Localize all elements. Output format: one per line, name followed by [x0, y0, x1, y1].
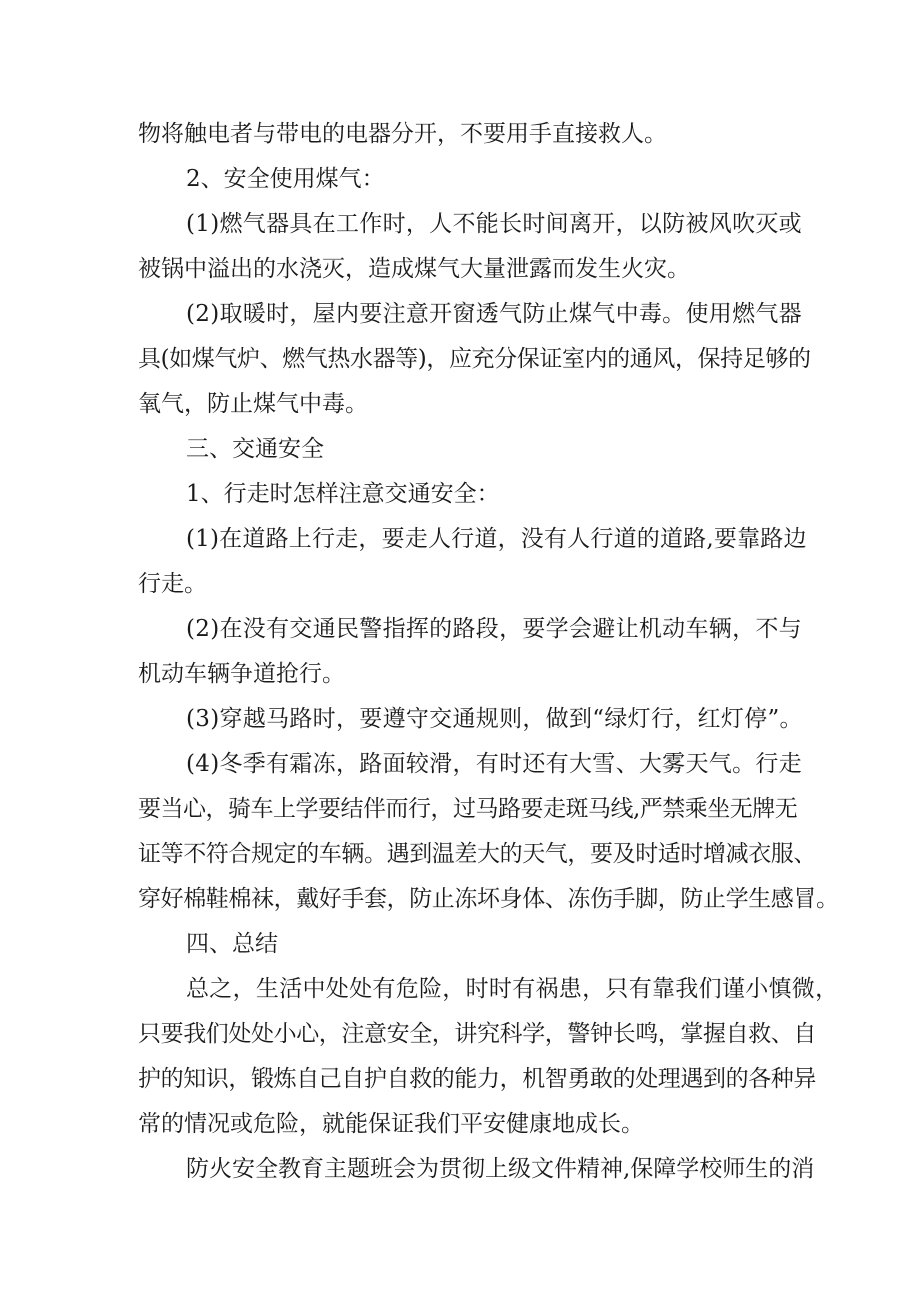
text-line: (1)燃气器具在工作时，人不能长时间离开，以防被风吹灭或: [186, 211, 802, 237]
text-line: 物将触电者与带电的电器分开，不要用手直接救人。: [138, 121, 667, 147]
text-line: (4)冬季有霜冻，路面较滑，有时还有大雪、大雾天气。行走: [186, 751, 802, 777]
section-heading: 三、交通安全: [186, 436, 324, 462]
text-line: 护的知识，锻炼自己自护自救的能力，机智勇敢的处理遇到的各种异: [138, 1066, 817, 1092]
text-line: (3)穿越马路时，要遵守交通规则，做到“绿灯行，红灯停”。: [186, 706, 803, 732]
text-line: 氧气，防止煤气中毒。: [138, 391, 368, 417]
text-line: (2)取暖时，屋内要注意开窗透气防止煤气中毒。使用燃气器: [186, 301, 802, 327]
text-line: 机动车辆争道抢行。: [138, 661, 345, 687]
text-line: 常的情况或危险，就能保证我们平安健康地成长。: [138, 1111, 644, 1137]
section-heading: 1、行走时怎样注意交通安全：: [186, 481, 500, 507]
section-heading: 2、安全使用煤气：: [186, 166, 385, 192]
section-heading: 四、总结: [186, 931, 278, 957]
text-line: 总之，生活中处处有危险，时时有祸患，只有靠我们谨小慎微，: [186, 976, 839, 1002]
text-line: (2)在没有交通民警指挥的路段，要学会避让机动车辆，不与: [186, 616, 802, 642]
text-line: 只要我们处处小心，注意安全，讲究科学，警钟长鸣，掌握自救、自: [138, 1021, 817, 1047]
text-line: (1)在道路上行走，要走人行道，没有人行道的道路,要靠路边: [186, 526, 807, 552]
text-line: 具(如煤气炉、燃气热水器等)，应充分保证室内的通风，保持足够的: [138, 346, 811, 372]
text-line: 行走。: [138, 571, 207, 597]
text-line: 防火安全教育主题班会为贯彻上级文件精神,保障学校师生的消: [186, 1156, 815, 1182]
text-line: 穿好棉鞋棉袜，戴好手套，防止冻坏身体、冻伤手脚，防止学生感冒。: [138, 886, 839, 912]
text-line: 被锅中溢出的水浇灭，造成煤气大量泄露而发生火灾。: [138, 256, 690, 282]
text-line: 证等不符合规定的车辆。遇到温差大的天气，要及时适时增减衣服、: [138, 841, 817, 867]
text-line: 要当心，骑车上学要结伴而行，过马路要走斑马线,严禁乘坐无牌无: [138, 796, 798, 822]
